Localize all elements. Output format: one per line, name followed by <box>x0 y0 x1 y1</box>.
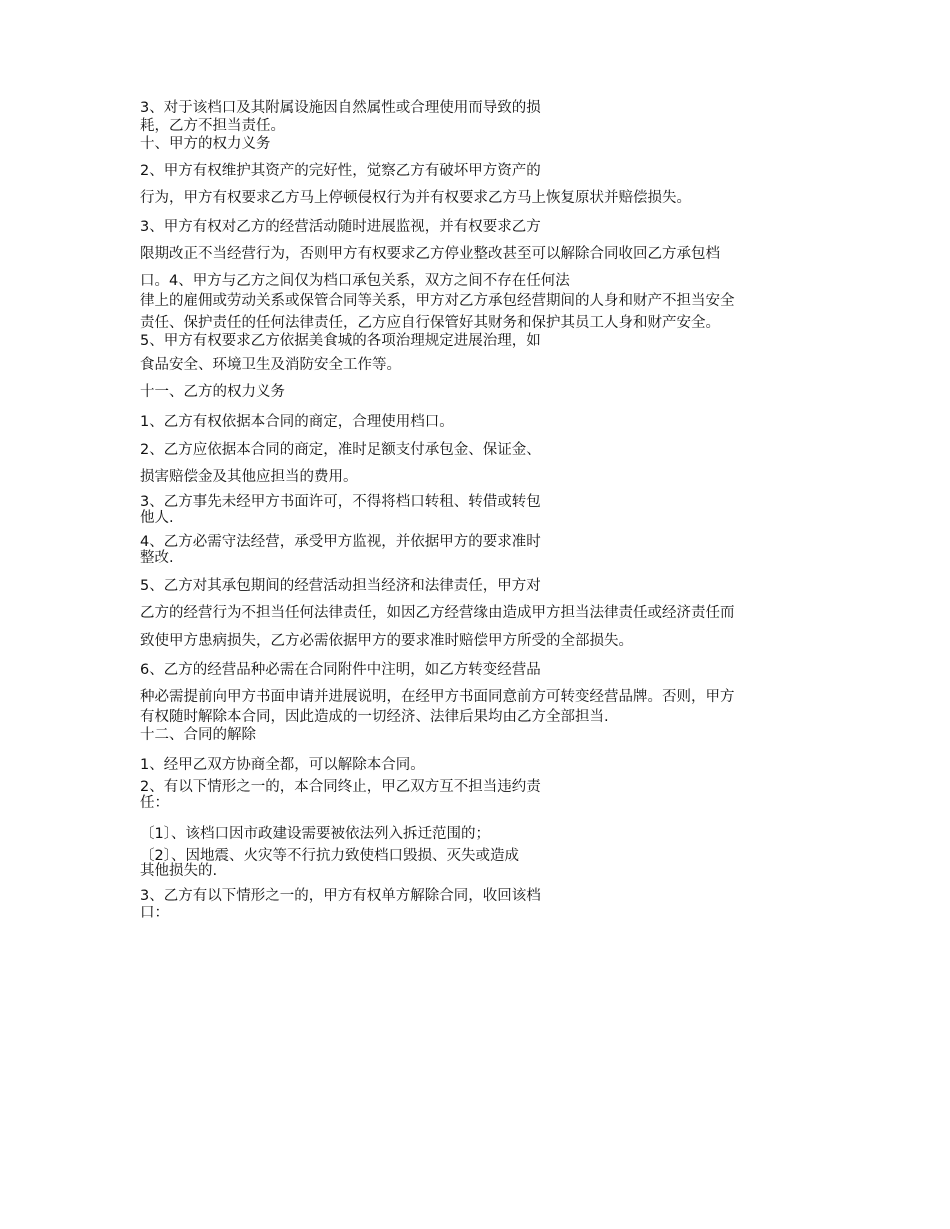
text-line: 1、经甲乙双方协商全都，可以解除本合同。 <box>140 757 425 773</box>
text-line: 1、乙方有权依据本合同的商定，合理使用档口。 <box>140 414 454 430</box>
text-line: 3、对于该档口及其附属设施因自然属性或合理使用而导致的损 <box>140 100 541 116</box>
text-line: 责任、保护责任的任何法律责任，乙方应自行保管好其财务和保护其员工人身和财产安全。 <box>140 315 720 331</box>
text-line: 3、甲方有权对乙方的经营活动随时进展监视，并有权要求乙方 <box>140 219 541 235</box>
section-heading: 十、甲方的权力义务 <box>140 136 271 152</box>
text-line: 有权随时解除本合同，因此造成的一切经济、法律后果均由乙方全部担当. <box>140 709 609 725</box>
list-item: 〔2〕、因地震、火灾等不行抗力致使档口毁损、灭失或造成 <box>140 848 519 864</box>
text-line: 他人. <box>140 510 174 526</box>
text-line: 乙方的经营行为不担当任何法律责任，如因乙方经营缘由造成甲方担当法律责任或经济责任而 <box>140 605 735 621</box>
text-line: 食品安全、环境卫生及消防安全工作等。 <box>140 357 401 373</box>
text-line: 整改. <box>140 550 174 566</box>
text-line: 3、乙方事先未经甲方书面许可，不得将档口转租、转借或转包 <box>140 494 541 510</box>
text-line: 其他损失的. <box>140 863 218 879</box>
text-line: 律上的雇佣或劳动关系或保管合同等关系，甲方对乙方承包经营期间的人身和财产不担当安全 <box>140 293 735 309</box>
text-line: 口： <box>140 905 169 921</box>
text-line: 3、乙方有以下情形之一的，甲方有权单方解除合同，收回该档 <box>140 888 541 904</box>
text-line: 2、有以下情形之一的，本合同终止，甲乙双方互不担当违约责 <box>140 779 541 795</box>
text-line: 2、甲方有权维护其资产的完好性，觉察乙方有破坏甲方资产的 <box>140 163 541 179</box>
text-line: 2、乙方应依据本合同的商定，准时足额支付承包金、保证金、 <box>140 442 541 458</box>
section-heading: 十一、乙方的权力义务 <box>140 384 285 400</box>
text-line: 限期改正不当经营行为，否则甲方有权要求乙方停业整改甚至可以解除合同收回乙方承包档 <box>140 246 720 262</box>
text-line: 种必需提前向甲方书面申请并进展说明，在经甲方书面同意前方可转变经营品牌。否则，甲方 <box>140 689 735 705</box>
section-heading: 十二、合同的解除 <box>140 727 256 743</box>
text-line: 4、乙方必需守法经营，承受甲方监视，并依据甲方的要求准时 <box>140 534 541 550</box>
list-item: 〔1〕、该档口因市政建设需要被依法列入拆迁范围的； <box>140 826 490 842</box>
text-line: 口。4、甲方与乙方之间仅为档口承包关系，双方之间不存在任何法 <box>140 273 570 289</box>
text-line: 损害赔偿金及其他应担当的费用。 <box>140 469 358 485</box>
text-line: 6、乙方的经营品种必需在合同附件中注明，如乙方转变经营品 <box>140 662 541 678</box>
text-line: 5、甲方有权要求乙方依据美食城的各项治理规定进展治理，如 <box>140 333 541 349</box>
text-line: 5、乙方对其承包期间的经营活动担当经济和法律责任，甲方对 <box>140 578 541 594</box>
text-line: 任： <box>140 795 169 811</box>
text-line: 致使甲方患病损失，乙方必需依据甲方的要求准时赔偿甲方所受的全部损失。 <box>140 633 633 649</box>
text-line: 耗，乙方不担当责任。 <box>140 118 285 134</box>
text-line: 行为，甲方有权要求乙方马上停顿侵权行为并有权要求乙方马上恢复原状并赔偿损失。 <box>140 190 691 206</box>
